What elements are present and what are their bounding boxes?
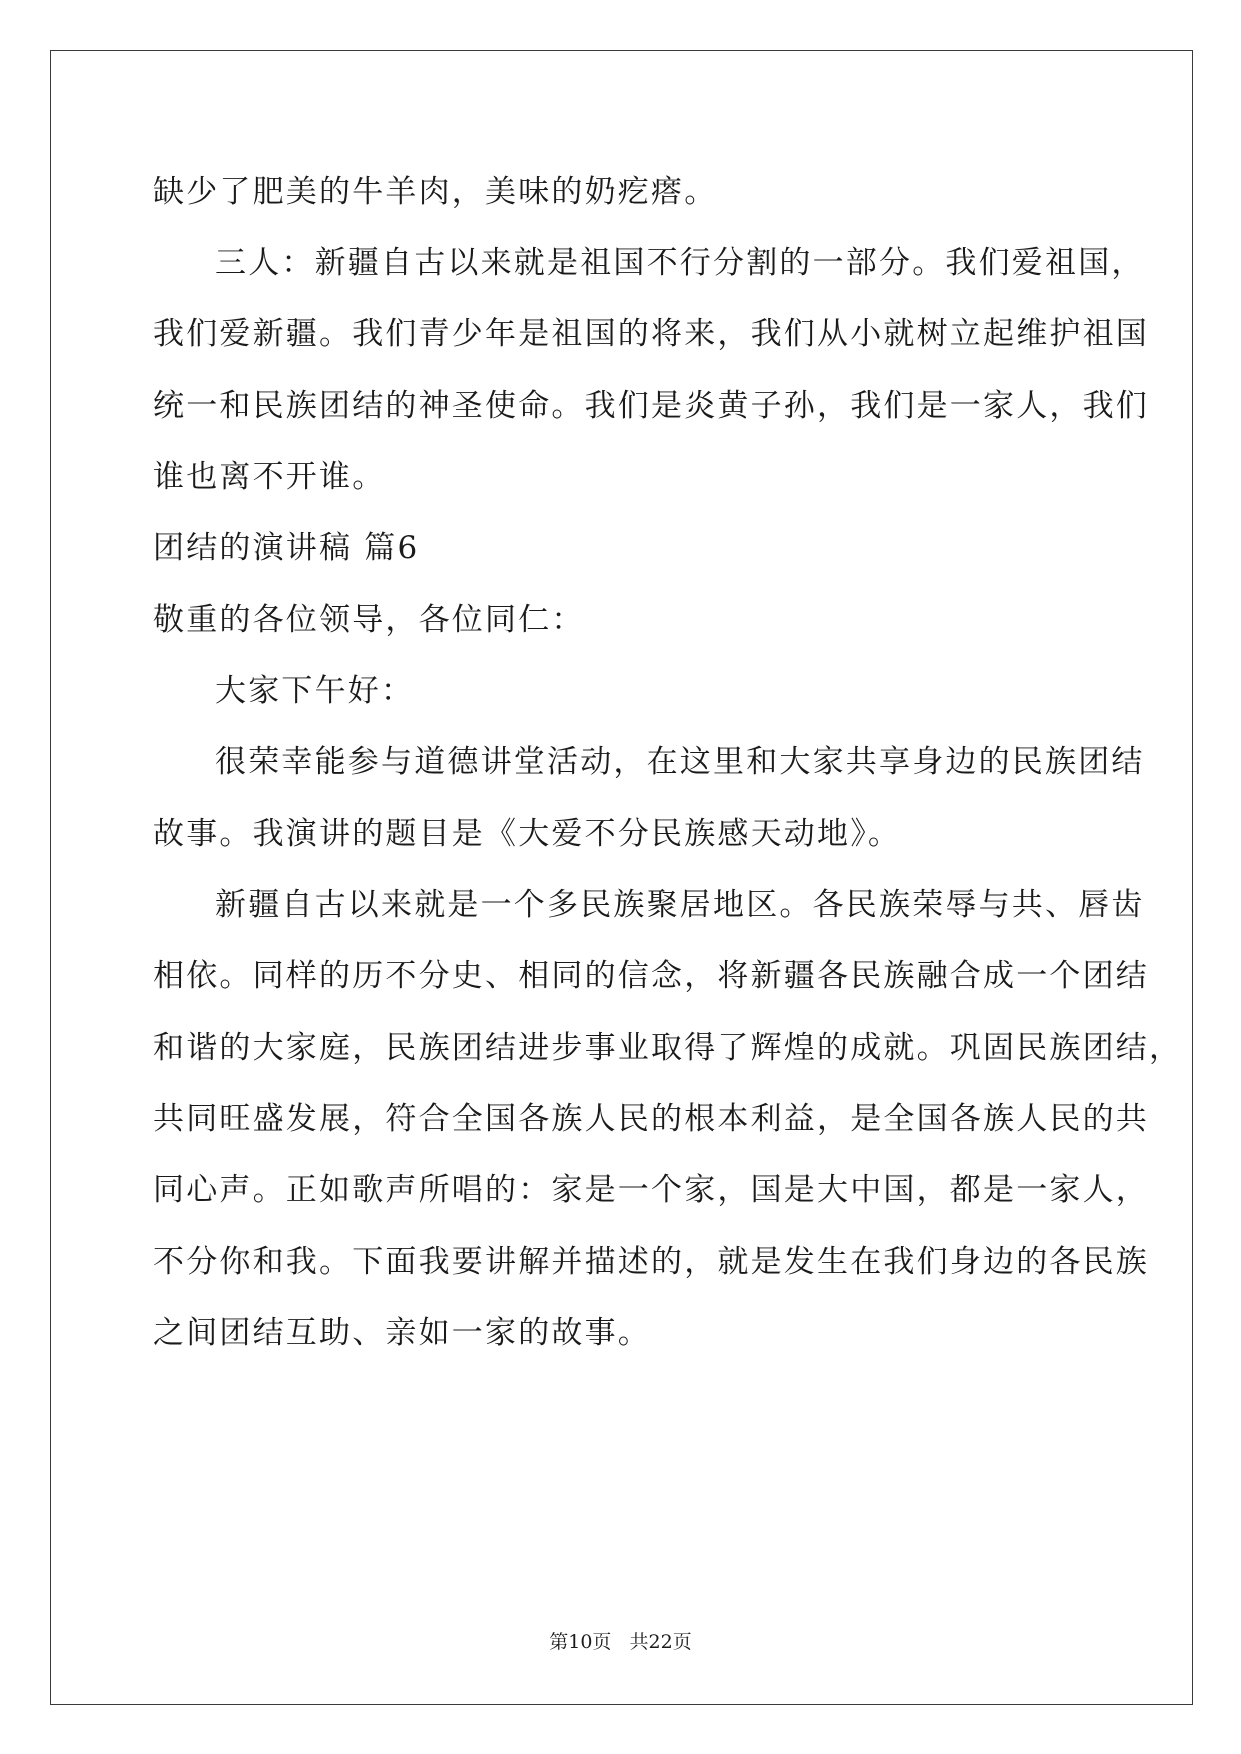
text-line: 新疆自古以来就是一个多民族聚居地区。各民族荣辱与共、唇齿 bbox=[215, 887, 1145, 923]
text-line: 我们爱新疆。我们青少年是祖国的将来，我们从小就树立起维护祖国 bbox=[153, 316, 1149, 352]
text-line: 三人：新疆自古以来就是祖国不行分割的一部分。我们爱祖国， bbox=[215, 245, 1145, 281]
text-line: 故事。我演讲的题目是《大爱不分民族感天动地》。 bbox=[153, 816, 902, 852]
text-line: 和谐的大家庭，民族团结进步事业取得了辉煌的成就。巩固民族团结， bbox=[153, 1030, 1183, 1066]
text-line: 同心声。正如歌声所唱的：家是一个家，国是大中国，都是一家人， bbox=[153, 1172, 1149, 1208]
text-line: 统一和民族团结的神圣使命。我们是炎黄子孙，我们是一家人，我们 bbox=[153, 388, 1149, 424]
text-line: 很荣幸能参与道德讲堂活动，在这里和大家共享身边的民族团结 bbox=[215, 744, 1145, 780]
text-line: 相依。同样的历不分史、相同的信念，将新疆各民族融合成一个团结 bbox=[153, 958, 1149, 994]
salutation: 敬重的各位领导，各位同仁： bbox=[153, 602, 585, 638]
text-line: 不分你和我。下面我要讲解并描述的，就是发生在我们身边的各民族 bbox=[153, 1244, 1149, 1280]
greeting: 大家下午好： bbox=[215, 673, 415, 709]
section-heading: 团结的演讲稿 篇6 bbox=[153, 530, 420, 566]
text-line: 缺少了肥美的牛羊肉，美味的奶疙瘩。 bbox=[153, 174, 718, 210]
text-line: 共同旺盛发展，符合全国各族人民的根本利益，是全国各族人民的共 bbox=[153, 1101, 1149, 1137]
page-border bbox=[50, 50, 1193, 1705]
text-line: 谁也离不开谁。 bbox=[153, 459, 386, 495]
page-number: 第10页 共22页 bbox=[549, 1631, 692, 1653]
text-line: 之间团结互助、亲如一家的故事。 bbox=[153, 1315, 651, 1351]
